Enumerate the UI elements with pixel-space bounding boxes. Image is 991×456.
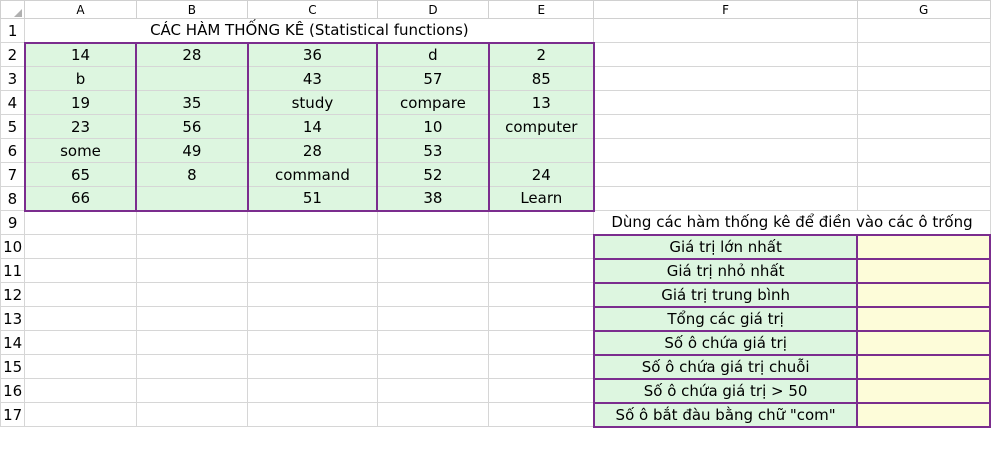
table-row[interactable] — [1, 163, 991, 187]
cell-a8[interactable]: 66 — [25, 187, 136, 211]
cell-c8[interactable]: 51 — [248, 187, 378, 211]
row-header-7[interactable]: 7 — [1, 163, 25, 187]
cell-a14[interactable] — [25, 331, 136, 355]
cell-b9[interactable] — [136, 211, 247, 235]
cell-g7[interactable] — [857, 163, 990, 187]
cell-e8[interactable]: Learn — [489, 187, 594, 211]
cell-b14[interactable] — [136, 331, 247, 355]
row-header-16[interactable]: 16 — [1, 379, 25, 403]
cell-g5[interactable] — [857, 115, 990, 139]
cell-g8[interactable] — [857, 187, 990, 211]
answer-cell-count[interactable] — [857, 331, 990, 355]
answer-cell-sum[interactable] — [857, 307, 990, 331]
cell-c9[interactable] — [248, 211, 378, 235]
answer-cell-countif-com[interactable] — [857, 403, 990, 427]
question-label-sum: Tổng các giá trị — [594, 307, 857, 331]
cell-e16[interactable] — [489, 379, 594, 403]
column-header-e[interactable]: E — [489, 1, 594, 19]
row-header-3[interactable]: 3 — [1, 67, 25, 91]
column-header-b[interactable]: B — [136, 1, 247, 19]
cell-b7[interactable]: 8 — [136, 163, 247, 187]
cell-c4[interactable]: study — [248, 91, 378, 115]
cell-b10[interactable] — [136, 235, 247, 259]
cell-d17[interactable] — [377, 403, 488, 427]
cell-b15[interactable] — [136, 355, 247, 379]
table-row[interactable] — [1, 259, 991, 283]
cell-d9[interactable] — [377, 211, 488, 235]
cell-d6[interactable]: 53 — [377, 139, 488, 163]
cell-c12[interactable] — [248, 283, 378, 307]
row-header-10[interactable]: 10 — [1, 235, 25, 259]
table-row[interactable] — [1, 379, 991, 403]
column-header-d[interactable]: D — [377, 1, 488, 19]
cell-b6[interactable]: 49 — [136, 139, 247, 163]
table-row[interactable] — [1, 43, 991, 67]
answer-cell-counta[interactable] — [857, 355, 990, 379]
cell-d4[interactable]: compare — [377, 91, 488, 115]
cell-b3[interactable] — [136, 67, 247, 91]
cell-a16[interactable] — [25, 379, 136, 403]
cell-f1[interactable] — [594, 19, 857, 43]
page-title: CÁC HÀM THỐNG KÊ (Statistical functions) — [25, 19, 594, 43]
cell-e7[interactable]: 24 — [489, 163, 594, 187]
cell-a3[interactable]: b — [25, 67, 136, 91]
cell-e10[interactable] — [489, 235, 594, 259]
table-row[interactable] — [1, 67, 991, 91]
table-row[interactable] — [1, 187, 991, 211]
cell-d10[interactable] — [377, 235, 488, 259]
row-header-2[interactable]: 2 — [1, 43, 25, 67]
column-header-g[interactable]: G — [857, 1, 990, 19]
cell-b8[interactable] — [136, 187, 247, 211]
question-label-count: Số ô chứa giá trị — [594, 331, 857, 355]
select-all-corner[interactable] — [1, 1, 25, 19]
cell-a9[interactable] — [25, 211, 136, 235]
cell-e11[interactable] — [489, 259, 594, 283]
row-header-14[interactable]: 14 — [1, 331, 25, 355]
table-row[interactable] — [1, 403, 991, 427]
cell-b16[interactable] — [136, 379, 247, 403]
column-header-c[interactable]: C — [248, 1, 378, 19]
cell-d5[interactable]: 10 — [377, 115, 488, 139]
table-row[interactable] — [1, 91, 991, 115]
cell-a10[interactable] — [25, 235, 136, 259]
cell-e3[interactable]: 85 — [489, 67, 594, 91]
cell-b4[interactable]: 35 — [136, 91, 247, 115]
cell-e5[interactable]: computer — [489, 115, 594, 139]
cell-c15[interactable] — [248, 355, 378, 379]
cell-a6[interactable]: some — [25, 139, 136, 163]
cell-a11[interactable] — [25, 259, 136, 283]
cell-b2[interactable]: 28 — [136, 43, 247, 67]
cell-d15[interactable] — [377, 355, 488, 379]
column-header-row — [1, 1, 991, 19]
table-row[interactable] — [1, 211, 991, 235]
cell-c16[interactable] — [248, 379, 378, 403]
question-label-countif-gt50: Số ô chứa giá trị > 50 — [594, 379, 857, 403]
cell-g6[interactable] — [857, 139, 990, 163]
cell-e13[interactable] — [489, 307, 594, 331]
cell-e17[interactable] — [489, 403, 594, 427]
cell-c6[interactable]: 28 — [248, 139, 378, 163]
cell-a12[interactable] — [25, 283, 136, 307]
cell-c5[interactable]: 14 — [248, 115, 378, 139]
cell-g4[interactable] — [857, 91, 990, 115]
question-label-counta: Số ô chứa giá trị chuỗi — [594, 355, 857, 379]
cell-f4[interactable] — [594, 91, 857, 115]
row-header-5[interactable]: 5 — [1, 115, 25, 139]
row-header-8[interactable]: 8 — [1, 187, 25, 211]
cell-c17[interactable] — [248, 403, 378, 427]
row-header-9[interactable]: 9 — [1, 211, 25, 235]
cell-c2[interactable]: 36 — [248, 43, 378, 67]
cell-a4[interactable]: 19 — [25, 91, 136, 115]
cell-c7[interactable]: command — [248, 163, 378, 187]
cell-a2[interactable]: 14 — [25, 43, 136, 67]
question-label-countif-com: Số ô bắt đàu bằng chữ "com" — [594, 403, 857, 427]
cell-b17[interactable] — [136, 403, 247, 427]
cell-b12[interactable] — [136, 283, 247, 307]
cell-d16[interactable] — [377, 379, 488, 403]
cell-g3[interactable] — [857, 67, 990, 91]
cell-g1[interactable] — [857, 19, 990, 43]
row-header-1[interactable]: 1 — [1, 19, 25, 43]
cell-a7[interactable]: 65 — [25, 163, 136, 187]
cell-d3[interactable]: 57 — [377, 67, 488, 91]
question-label-max: Giá trị lớn nhất — [594, 235, 857, 259]
row-header-11[interactable]: 11 — [1, 259, 25, 283]
row-header-12[interactable]: 12 — [1, 283, 25, 307]
question-label-average: Giá trị trung bình — [594, 283, 857, 307]
cell-e4[interactable]: 13 — [489, 91, 594, 115]
cell-d11[interactable] — [377, 259, 488, 283]
cell-a5[interactable]: 23 — [25, 115, 136, 139]
row-header-17[interactable]: 17 — [1, 403, 25, 427]
corner-triangle-icon — [14, 9, 22, 17]
table-row[interactable] — [1, 115, 991, 139]
table-row[interactable] — [1, 19, 991, 43]
table-row[interactable] — [1, 283, 991, 307]
cell-g2[interactable] — [857, 43, 990, 67]
question-label-min: Giá trị nhỏ nhất — [594, 259, 857, 283]
cell-e14[interactable] — [489, 331, 594, 355]
answer-cell-max[interactable] — [857, 235, 990, 259]
row-header-6[interactable]: 6 — [1, 139, 25, 163]
column-header-f[interactable]: F — [594, 1, 857, 19]
cell-c3[interactable]: 43 — [248, 67, 378, 91]
cell-a15[interactable] — [25, 355, 136, 379]
cell-d12[interactable] — [377, 283, 488, 307]
cell-f8[interactable] — [594, 187, 857, 211]
cell-c11[interactable] — [248, 259, 378, 283]
cell-d2[interactable]: d — [377, 43, 488, 67]
cell-f7[interactable] — [594, 163, 857, 187]
table-row[interactable] — [1, 235, 991, 259]
cell-d13[interactable] — [377, 307, 488, 331]
cell-b11[interactable] — [136, 259, 247, 283]
cell-d14[interactable] — [377, 331, 488, 355]
cell-d8[interactable]: 38 — [377, 187, 488, 211]
cell-e12[interactable] — [489, 283, 594, 307]
cell-f6[interactable] — [594, 139, 857, 163]
cell-c13[interactable] — [248, 307, 378, 331]
table-row[interactable] — [1, 307, 991, 331]
cell-d7[interactable]: 52 — [377, 163, 488, 187]
cell-e9[interactable] — [489, 211, 594, 235]
cell-c14[interactable] — [248, 331, 378, 355]
cell-f2[interactable] — [594, 43, 857, 67]
row-header-13[interactable]: 13 — [1, 307, 25, 331]
answer-cell-countif-gt50[interactable] — [857, 379, 990, 403]
row-header-15[interactable]: 15 — [1, 355, 25, 379]
table-row[interactable] — [1, 331, 991, 355]
table-row[interactable] — [1, 355, 991, 379]
cell-f3[interactable] — [594, 67, 857, 91]
answer-cell-min[interactable] — [857, 259, 990, 283]
cell-f5[interactable] — [594, 115, 857, 139]
cell-b13[interactable] — [136, 307, 247, 331]
cell-e15[interactable] — [489, 355, 594, 379]
row-header-4[interactable]: 4 — [1, 91, 25, 115]
answer-cell-average[interactable] — [857, 283, 990, 307]
cell-a17[interactable] — [25, 403, 136, 427]
cell-e6[interactable] — [489, 139, 594, 163]
column-header-a[interactable]: A — [25, 1, 136, 19]
instruction-text: Dùng các hàm thống kê để điền vào các ô trống — [594, 211, 990, 235]
cell-a13[interactable] — [25, 307, 136, 331]
cell-b5[interactable]: 56 — [136, 115, 247, 139]
cell-c10[interactable] — [248, 235, 378, 259]
table-row[interactable] — [1, 139, 991, 163]
cell-e2[interactable]: 2 — [489, 43, 594, 67]
